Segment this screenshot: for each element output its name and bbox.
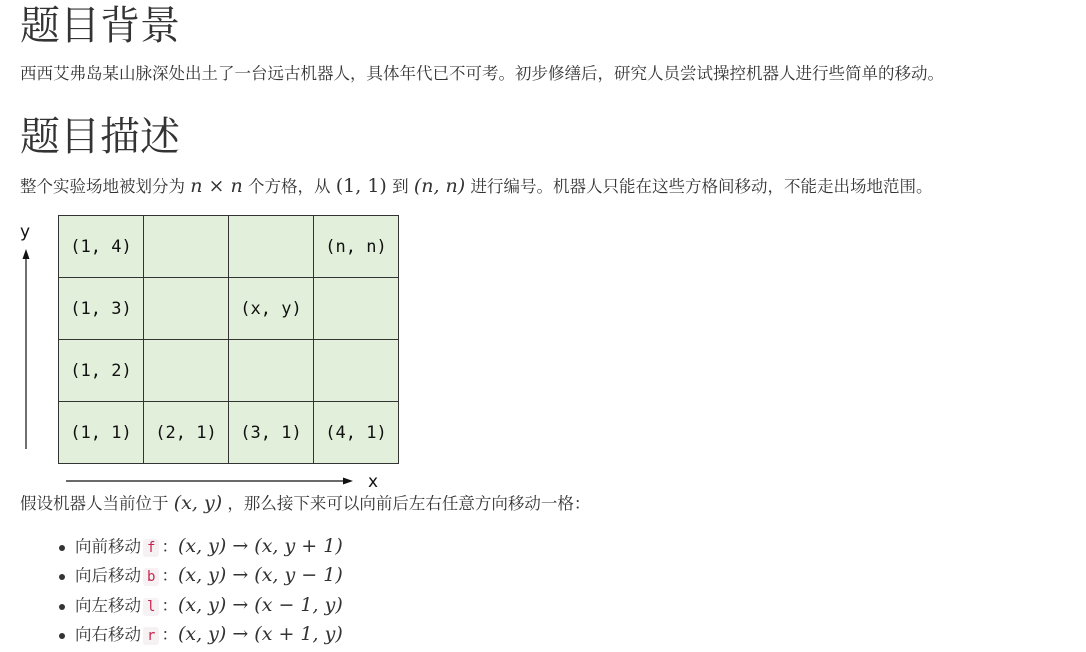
grid-cell xyxy=(314,340,399,402)
list-item: 向右移动 r ：(x, y) → (x + 1, y) xyxy=(20,620,343,649)
move-formula: (x, y) → (x + 1, y) xyxy=(177,622,343,645)
assumption-text-1: 假设机器人当前位于 xyxy=(20,494,169,513)
grid-row xyxy=(59,278,399,340)
x-axis-arrow xyxy=(343,478,353,485)
grid-cell: (1, 1) xyxy=(59,402,144,464)
background-text: 西西艾弗岛某山脉深处出土了一台远古机器人，具体年代已不可考。初步修缮后，研究人员尝试操控机器人进行些简单的移动。 xyxy=(20,64,944,83)
intro-text-3: 到 xyxy=(392,177,409,196)
intro-math-n: n × n xyxy=(190,175,243,197)
assumption-math: (x, y) xyxy=(173,492,223,514)
y-axis-label: y xyxy=(20,222,31,242)
y-axis-arrow xyxy=(23,249,30,259)
grid-row xyxy=(59,340,399,402)
list-item: 向左移动 l ：(x, y) → (x − 1, y) xyxy=(20,591,343,620)
heading-description: 题目描述 xyxy=(20,114,180,160)
grid-cell: (3, 1) xyxy=(229,402,314,464)
grid-cell xyxy=(144,278,229,340)
move-list xyxy=(20,532,343,649)
list-item: 向后移动 b ：(x, y) → (x, y − 1) xyxy=(20,561,343,590)
intro-text-2: 个方格，从 xyxy=(247,177,331,196)
move-code: f xyxy=(143,539,159,557)
move-label: 向左移动 xyxy=(75,595,141,615)
grid-row xyxy=(59,216,399,278)
grid-cell: (4, 1) xyxy=(314,402,399,464)
assumption-text-2: ，那么接下来可以向前后左右任意方向移动一格： xyxy=(227,494,591,513)
grid-cell: (1, 3) xyxy=(59,278,144,340)
grid-cell: (1, 2) xyxy=(59,340,144,402)
heading-background: 题目背景 xyxy=(20,3,180,49)
intro-math-end: (n, n) xyxy=(413,175,466,197)
grid-cell xyxy=(144,216,229,278)
grid-cell: (2, 1) xyxy=(144,402,229,464)
grid-cell xyxy=(229,340,314,402)
grid-cell xyxy=(229,216,314,278)
intro-text-4: 进行编号。机器人只能在这些方格间移动，不能走出场地范围。 xyxy=(470,177,933,196)
assumption-text xyxy=(20,490,590,517)
list-item: 向前移动 f ：(x, y) → (x, y + 1) xyxy=(20,532,343,561)
grid-cell: (x, y) xyxy=(229,278,314,340)
grid-cell: (n, n) xyxy=(314,216,399,278)
move-label: 向后移动 xyxy=(75,566,141,586)
move-code: b xyxy=(143,568,159,586)
move-code: r xyxy=(143,627,159,645)
grid-row xyxy=(59,402,399,464)
move-formula: (x, y) → (x − 1, y) xyxy=(177,593,343,616)
grid-cell: (1, 4) xyxy=(59,216,144,278)
x-axis-label: x xyxy=(368,472,379,492)
move-label: 向右移动 xyxy=(75,624,141,644)
move-label: 向前移动 xyxy=(75,537,141,556)
grid-cell xyxy=(314,278,399,340)
coordinate-grid xyxy=(58,215,399,464)
move-formula: (x, y) → (x, y − 1) xyxy=(177,564,343,587)
intro-math-start: (1, 1) xyxy=(335,175,387,197)
move-formula: (x, y) → (x, y + 1) xyxy=(177,535,343,557)
move-code: l xyxy=(143,598,159,616)
intro-text-1: 整个实验场地被划分为 xyxy=(20,177,185,196)
grid-cell xyxy=(144,340,229,402)
